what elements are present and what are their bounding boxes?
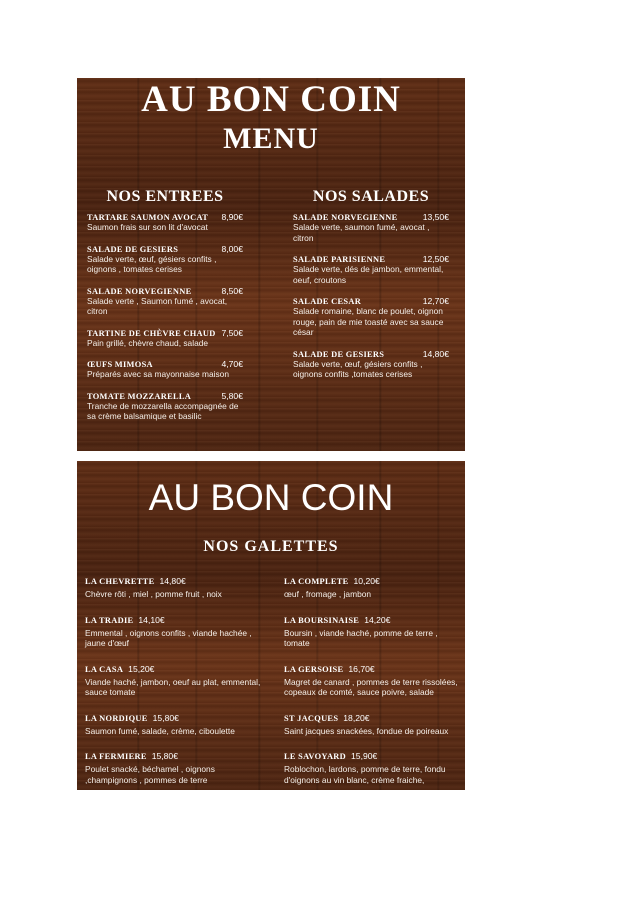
entrees-item-row bbox=[87, 391, 243, 401]
galette-item-name: ST JACQUES bbox=[284, 713, 339, 723]
entrees-item-description: Préparés avec sa mayonnaise maison bbox=[87, 369, 229, 379]
entrees-item-row bbox=[87, 359, 243, 369]
entrees-item-description: Saumon frais sur son lit d'avocat bbox=[87, 222, 208, 232]
salades-item-description: Salade verte, dés de jambon, emmental, oeuf, croutons bbox=[293, 264, 444, 285]
galette-item-price: 10,20€ bbox=[353, 576, 380, 586]
galette-item bbox=[85, 610, 265, 649]
galette-item-description: Poulet snacké, béchamel , oignons ,champignons , pommes de terre bbox=[85, 764, 215, 785]
galette-item bbox=[85, 746, 265, 785]
salades-item-row bbox=[293, 254, 449, 264]
entrees-item-price: 4,70€ bbox=[221, 359, 243, 369]
galette-item-price: 18,20€ bbox=[343, 712, 370, 723]
entrees-item-row bbox=[87, 328, 243, 338]
galette-item-description: Saumon fumé, salade, crème, ciboulette bbox=[85, 725, 235, 736]
salades-item-description: Salade romaine, blanc de poulet, oignon rouge, pain de mie toasté avec sa sauce césar bbox=[293, 306, 444, 337]
galette-item-name: LA TRADIE bbox=[85, 615, 134, 625]
galette-item-heading bbox=[85, 571, 265, 589]
galette-item bbox=[284, 571, 459, 600]
galette-item-name: LE SAVOYARD bbox=[284, 752, 347, 761]
galette-item-heading bbox=[284, 708, 459, 726]
entrees-item bbox=[87, 244, 243, 275]
galette-item-price: 15,80€ bbox=[152, 712, 179, 723]
galette-item-description: Saint jacques snackées, fondue de poireaux bbox=[284, 725, 449, 736]
salades-item-price: 12,50€ bbox=[422, 254, 449, 264]
galette-item-price: 14,10€ bbox=[138, 614, 165, 625]
entrees-item-name: SALADE DE GESIERS bbox=[87, 244, 179, 254]
salades-item-row bbox=[293, 296, 449, 306]
entrees-item-price: 8,50€ bbox=[221, 285, 243, 296]
entrees-item-name: TOMATE MOZZARELLA bbox=[87, 391, 192, 401]
salades-item-description: Salade verte, saumon fumé, avocat , citron bbox=[293, 222, 430, 243]
galette-item-price: 15,80€ bbox=[151, 751, 178, 761]
entrees-item-row bbox=[87, 212, 243, 222]
salades-column bbox=[293, 188, 449, 391]
galette-item bbox=[284, 610, 459, 649]
entrees-column bbox=[87, 188, 243, 433]
galette-item-price: 14,80€ bbox=[159, 576, 186, 586]
salades-item-description: Salade verte, œuf, gésiers confits , oignons confits ,tomates cerises bbox=[293, 358, 423, 379]
menu-subtitle: MENU bbox=[223, 122, 319, 155]
galette-item-price: 14,20€ bbox=[364, 614, 391, 625]
entrees-item-description: Tranche de mozzarella accompagnée de sa crème balsamique et basilic bbox=[87, 400, 239, 421]
entrees-heading: NOS ENTREES bbox=[106, 188, 224, 205]
galette-item-description: Boursin , viande haché, pomme de terre , tomate bbox=[284, 627, 438, 648]
galette-item-description: Viande haché, jambon, oeuf au plat, emmental, sauce tomate bbox=[85, 676, 261, 697]
salades-item-price: 12,70€ bbox=[422, 296, 449, 306]
galette-item bbox=[284, 659, 459, 698]
galette-item bbox=[284, 708, 459, 737]
galette-item-heading bbox=[284, 746, 459, 764]
salades-item-name: SALADE DE GESIERS bbox=[293, 349, 385, 359]
menu-board-entrees-salades bbox=[77, 78, 465, 451]
galette-item-name: LA FERMIERE bbox=[85, 752, 147, 761]
galette-item-price: 15,20€ bbox=[128, 663, 155, 674]
galettes-heading: NOS GALETTES bbox=[203, 538, 339, 555]
galette-item-name: LA BOURSINAISE bbox=[284, 615, 360, 625]
galette-item-price: 16,70€ bbox=[348, 663, 375, 674]
galette-item-name: LA NORDIQUE bbox=[85, 713, 148, 723]
entrees-item bbox=[87, 391, 243, 422]
galette-item bbox=[85, 659, 265, 698]
galettes-left-column bbox=[85, 571, 265, 790]
entrees-item bbox=[87, 328, 243, 349]
entrees-item-name: TARTINE DE CHÈVRE CHAUD bbox=[87, 328, 216, 338]
entrees-item-description: Salade verte , Saumon fumé , avocat, citron bbox=[87, 295, 228, 316]
restaurant-title: AU BON COIN bbox=[148, 477, 394, 518]
galette-item-heading bbox=[284, 659, 459, 677]
entrees-item-description: Salade verte, œuf, gésiers confits , oignons , tomates cerises bbox=[87, 253, 217, 274]
galette-item-description: Emmental , oignons confits , viande hachée , jaune d'œuf bbox=[85, 627, 252, 648]
galette-item-heading bbox=[85, 659, 265, 677]
galettes-right-column bbox=[284, 571, 459, 790]
entrees-item-row bbox=[87, 244, 243, 254]
galette-item-name: LA CHEVRETTE bbox=[85, 577, 155, 586]
entrees-item-price: 7,50€ bbox=[221, 327, 243, 338]
entrees-item bbox=[87, 359, 243, 380]
salades-item-price: 13,50€ bbox=[422, 212, 449, 222]
salades-item bbox=[293, 349, 449, 380]
salades-list bbox=[293, 212, 449, 380]
salades-item-row bbox=[293, 349, 449, 359]
galette-item-price: 15,90€ bbox=[351, 751, 378, 761]
salades-item-row bbox=[293, 212, 449, 222]
galette-item bbox=[85, 571, 265, 600]
galette-item-heading bbox=[284, 610, 459, 628]
entrees-item-name: ŒUFS MIMOSA bbox=[87, 360, 153, 369]
salades-item-price: 14,80€ bbox=[422, 348, 449, 359]
galette-item-description: Roblochon, lardons, pomme de terre, fondu d'oignons au vin blanc, crème fraiche, bbox=[284, 764, 446, 785]
entrees-item-price: 8,00€ bbox=[221, 243, 243, 254]
galette-item-description: œuf , fromage , jambon bbox=[284, 589, 372, 599]
entrees-item-price: 5,80€ bbox=[221, 390, 243, 401]
galette-item-name: LA CASA bbox=[85, 664, 124, 674]
galette-item-heading bbox=[284, 571, 459, 589]
galette-item-description: Magret de canard , pommes de terre rissolées, copeaux de comté, sauce poivre, salade bbox=[284, 676, 458, 697]
entrees-item-name: TARTARE SAUMON AVOCAT bbox=[87, 213, 209, 222]
salades-item bbox=[293, 254, 449, 285]
galette-item bbox=[284, 746, 459, 785]
salades-item-name: SALADE PARISIENNE bbox=[293, 255, 386, 264]
menu-board-galettes bbox=[77, 461, 465, 790]
galette-item-heading bbox=[85, 708, 265, 726]
restaurant-title: AU BON COIN bbox=[141, 79, 401, 120]
salades-item-name: SALADE NORVEGIENNE bbox=[293, 213, 398, 222]
salades-item-name: SALADE CESAR bbox=[293, 297, 362, 306]
entrees-list bbox=[87, 212, 243, 422]
salades-heading: NOS SALADES bbox=[312, 188, 430, 205]
galette-item-heading bbox=[85, 610, 265, 628]
entrees-item bbox=[87, 286, 243, 317]
entrees-item-name: SALADE NORVEGIENNE bbox=[87, 286, 192, 296]
galette-item-name: LA COMPLETE bbox=[284, 577, 349, 586]
salades-item bbox=[293, 212, 449, 243]
entrees-item bbox=[87, 212, 243, 233]
salades-item bbox=[293, 296, 449, 338]
galette-item bbox=[85, 708, 265, 737]
entrees-item-price: 8,90€ bbox=[221, 212, 243, 222]
galette-item-name: LA GERSOISE bbox=[284, 664, 344, 674]
entrees-item-description: Pain grillé, chèvre chaud, salade bbox=[87, 337, 209, 348]
galette-item-description: Chèvre rôti , miel , pomme fruit , noix bbox=[85, 589, 222, 599]
entrees-item-row bbox=[87, 286, 243, 296]
galette-item-heading bbox=[85, 746, 265, 764]
